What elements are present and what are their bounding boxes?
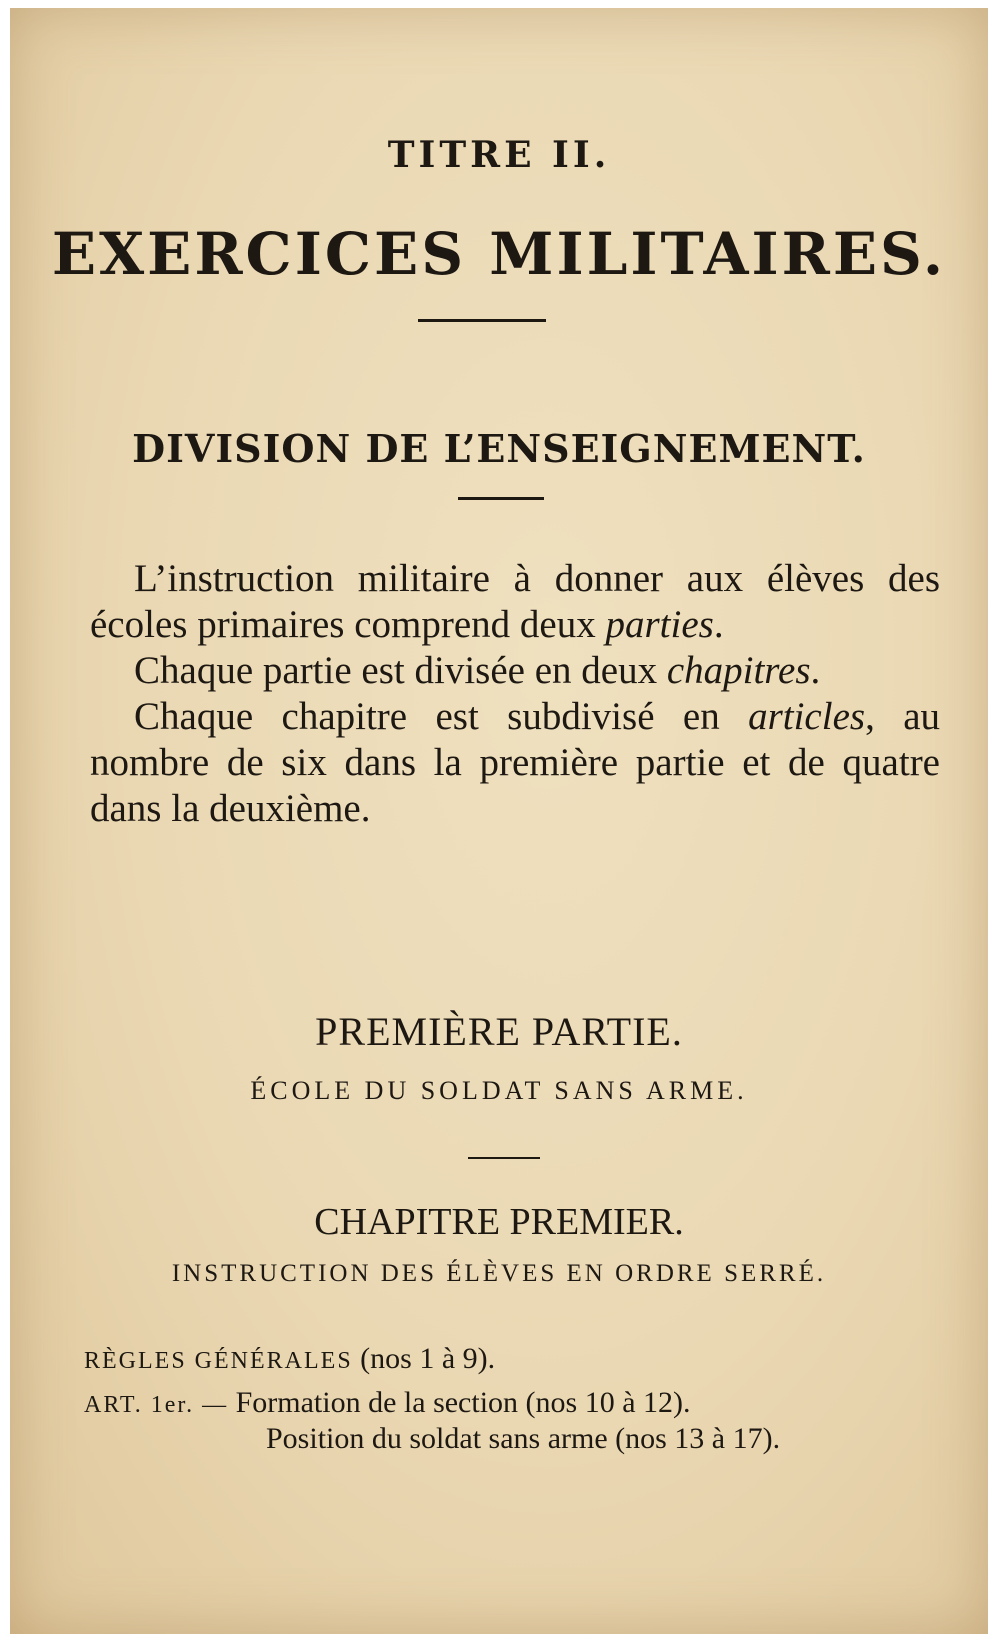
chapter-subtitle: INSTRUCTION DES ÉLÈVES EN ORDRE SERRÉ.	[171, 1260, 827, 1287]
toc-article-1-line-2	[266, 1422, 780, 1456]
toc-article-1	[84, 1386, 691, 1420]
section-title: DIVISION DE L’ENSEIGNEMENT.	[132, 426, 866, 471]
main-title: EXERCICES MILITAIRES.	[51, 220, 947, 288]
paragraph: Chaque chapitre est subdivisé en articles, au nombre de six dans la première partie et de quatre dans la deuxième.	[90, 695, 940, 830]
part-title: PREMIÈRE PARTIE.	[315, 1009, 683, 1054]
toc-entry: Formation de la section (nos 10 à 12).	[235, 1386, 691, 1419]
emphasis: chapitres	[666, 649, 811, 692]
emphasis: articles	[748, 695, 866, 738]
book-page	[10, 8, 988, 1634]
toc-regles	[84, 1342, 495, 1376]
toc-label: ART. 1er. —	[84, 1392, 229, 1418]
part-subtitle: ÉCOLE DU SOLDAT SANS ARME.	[250, 1076, 748, 1105]
toc-entry: Position du soldat sans arme (nos 13 à 17).	[266, 1422, 781, 1455]
divider-rule	[418, 319, 546, 322]
paragraph: L’instruction militaire à donner aux élèves des écoles primaires comprend deux parties.	[90, 557, 940, 646]
titre-heading: TITRE II.	[387, 134, 611, 176]
divider-rule	[458, 497, 544, 500]
toc-label: RÈGLES GÉNÉRALES	[84, 1348, 353, 1374]
body-text	[90, 556, 940, 832]
divider-rule	[468, 1157, 540, 1159]
paragraph: Chaque partie est divisée en deux chapitres.	[134, 649, 821, 692]
toc-ref: (nos 1 à 9).	[360, 1342, 496, 1375]
emphasis: parties	[605, 603, 714, 646]
chapter-title: CHAPITRE PREMIER.	[314, 1201, 684, 1243]
